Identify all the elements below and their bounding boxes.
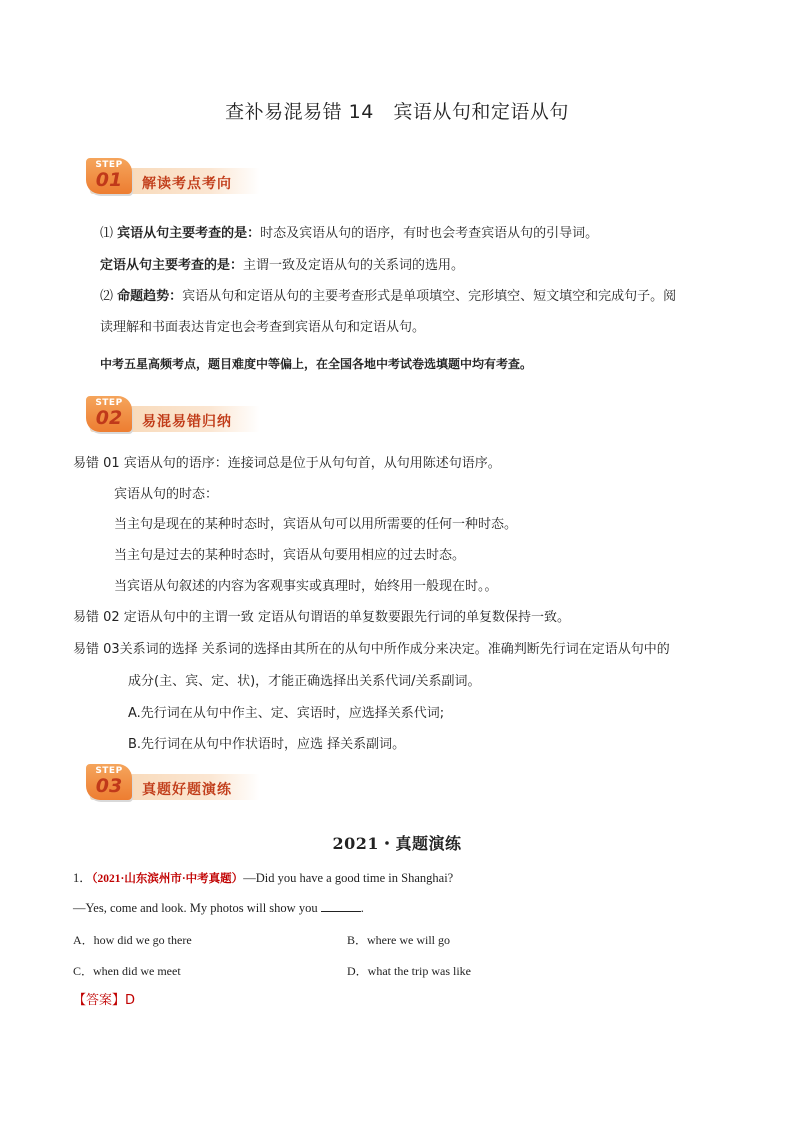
option-d [347,962,471,979]
option-text: when did we meet [93,964,181,978]
section2-line: 成分(主、宾、定、状)，才能正确选择出关系代词/关系副词。 [128,674,481,689]
step-badge [86,158,132,194]
step-01-header [80,158,280,198]
option-text: where we will go [367,933,450,947]
section2-line: A.先行词在从句中作主、定、宾语时，应选择关系代词; [128,706,445,721]
step-02-header [80,396,280,436]
section2-line: 易错 01 宾语从句的语序：连接词总是位于从句句首，从句用陈述句语序。 [73,456,501,471]
section1-line2 [100,258,464,274]
step-badge-label: STEP [95,160,123,170]
option-a [73,931,192,948]
question-text: —Yes, come and look. My photos will show you [73,901,318,915]
bold-lead: 命题趋势： [117,289,183,304]
section2-line: B.先行词在从句中作状语时，应选 择关系副词。 [128,737,406,752]
step-badge-number: 02 [95,407,123,429]
option-label: C． [73,964,94,978]
answer-value: D [125,993,136,1008]
section3-title: 2021・真题演练 [332,834,462,853]
question-source: （2021·山东滨州市·中考真题） [91,873,244,885]
step-badge-label: STEP [95,766,123,776]
list-number: ⑵ [100,289,114,304]
step-badge [86,764,132,800]
line-text: 主谓一致及定语从句的关系词的选用。 [243,258,465,273]
section1-highlight: 中考五星高频考点，题目难度中等偏上，在全国各地中考试卷选填题中均有考查。 [100,357,533,371]
option-label: A． [73,933,94,947]
step-badge [86,396,132,432]
section2-line: 当主句是过去的某种时态时，宾语从句要用相应的过去时态。 [114,548,466,563]
question-text-end: . [360,901,364,915]
option-label: D． [347,964,368,978]
section2-line: 宾语从句的时态： [114,487,219,502]
line-text: 时态及宾语从句的语序，有时也会考查宾语从句的引导词。 [260,226,599,241]
step-03-header [80,764,280,804]
option-c [73,962,181,979]
section1-line1 [100,226,598,242]
step-badge-number: 03 [95,775,123,797]
answer-blank [321,900,361,912]
question-number: 1． [73,871,92,885]
section2-line: 当主句是现在的某种时态时，宾语从句可以用所需要的任何一种时态。 [114,517,518,532]
section2-line: 易错 03关系词的选择 关系词的选择由其所在的从句中所作成分来决定。准确判断先行词在定语从句中的 [73,642,670,657]
section2-line: 易错 02 定语从句中的主谓一致 定语从句谓语的单复数要跟先行词的单复数保持一致。 [73,610,570,625]
section1-line4: 读理解和书面表达肯定也会考查到宾语从句和定语从句。 [100,320,426,335]
question-stem [73,868,453,886]
bold-lead: 宾语从句主要考查的是： [117,226,261,241]
option-text: how did we go there [93,933,192,947]
page-title: 查补易混易错 14 宾语从句和定语从句 [225,101,569,123]
answer-line [73,993,135,1009]
question-text: —Did you have a good time in Shanghai? [243,871,454,885]
question-line2 [73,900,364,916]
step-badge-label: STEP [95,398,123,408]
option-b [347,931,450,948]
line-text: 宾语从句和定语从句的主要考查形式是单项填空、完形填空、短文填空和完成句子。阅 [182,289,677,304]
step-title: 易混易错归纳 [142,414,232,430]
section2-line: 当宾语从句叙述的内容为客观事实或真理时，始终用一般现在时。。 [114,579,498,594]
step-title: 解读考点考向 [142,176,232,192]
option-label: B． [347,933,368,947]
list-number: ⑴ [100,226,114,241]
bold-lead: 定语从句主要考查的是： [100,258,244,273]
answer-label: 【答案】 [73,993,126,1008]
step-badge-number: 01 [95,169,123,191]
step-title: 真题好题演练 [142,782,232,798]
option-text: what the trip was like [367,964,471,978]
section1-line3 [100,289,676,305]
